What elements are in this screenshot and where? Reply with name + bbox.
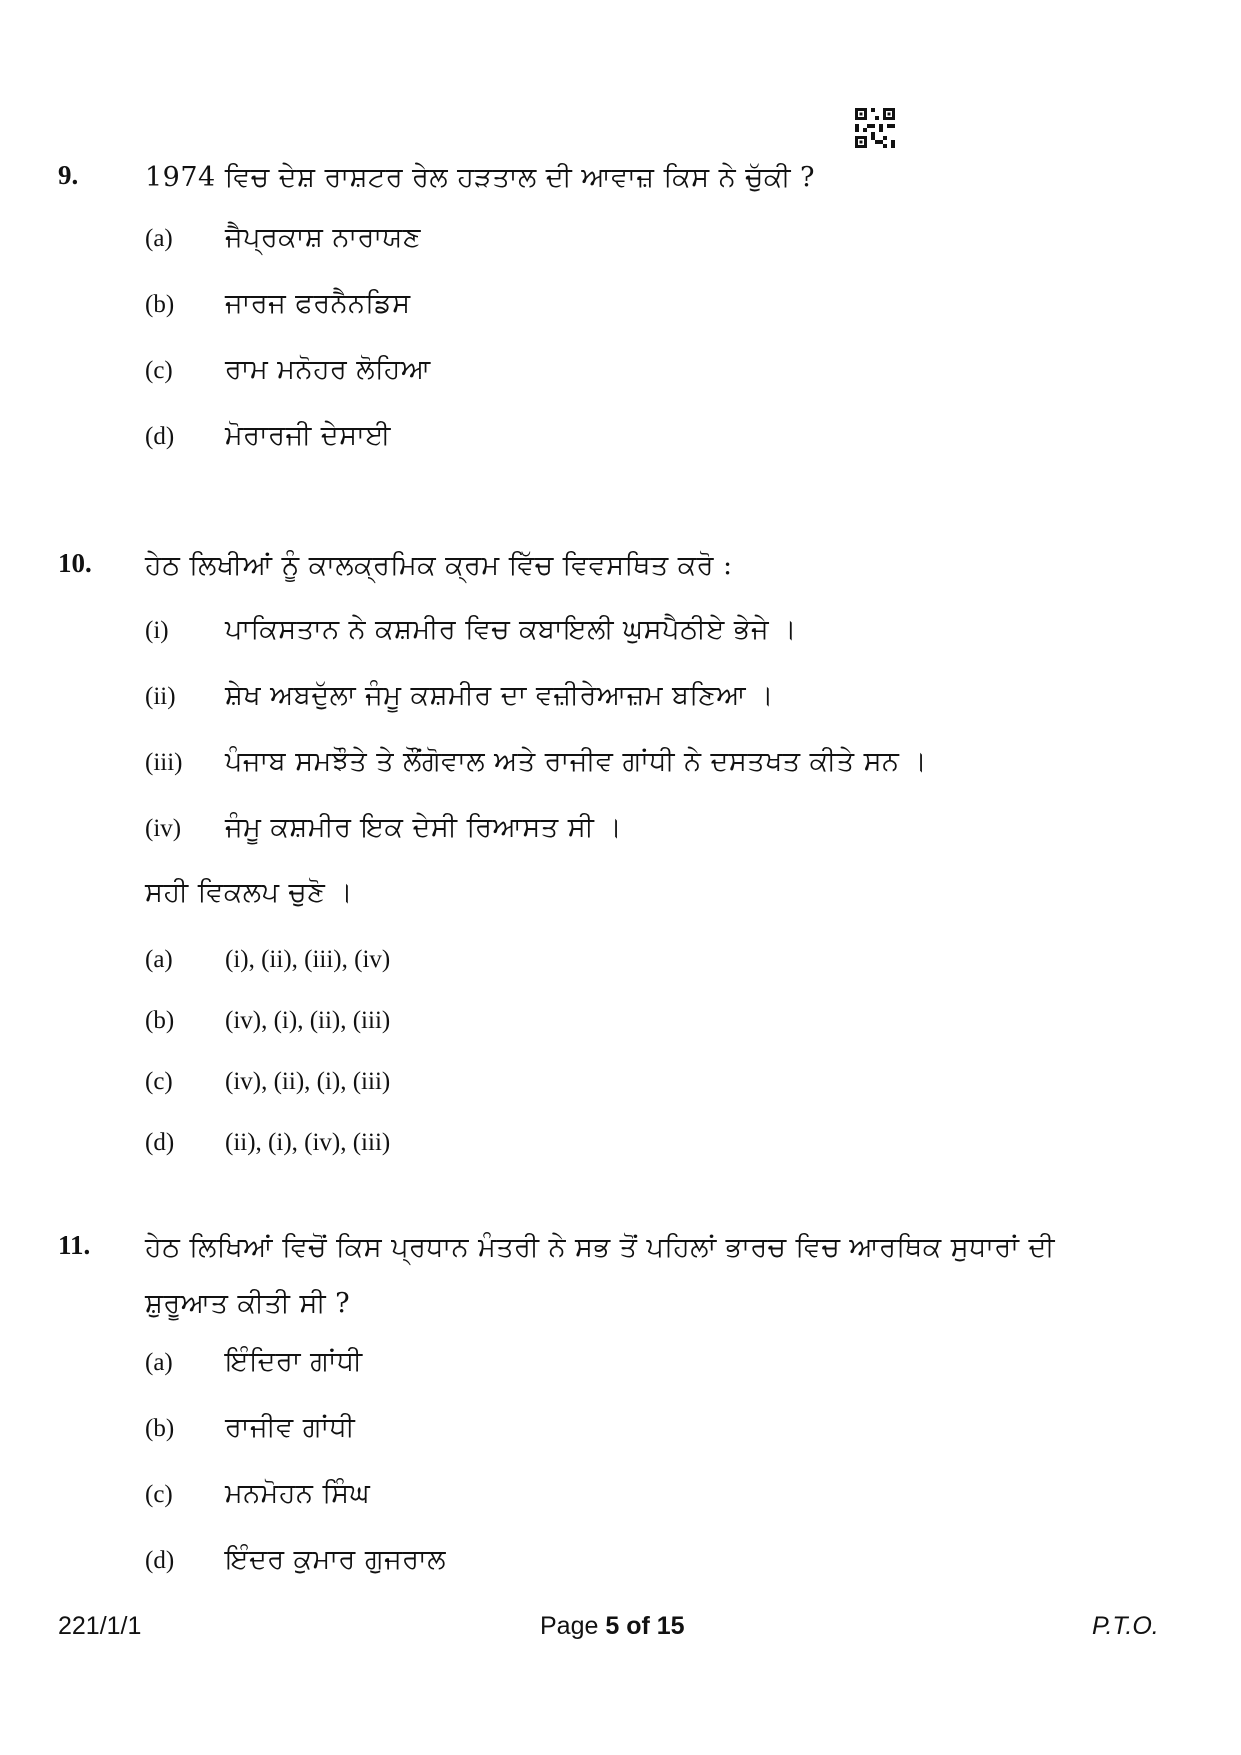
- question-text: ਹੇਠ ਲਿਖਿਆਂ ਵਿਚੋਂ ਕਿਸ ਪ੍ਰਧਾਨ ਮੰਤਰੀ ਨੇ ਸਭ ਤੋਂ ਪਹਿਲਾਂ ਭਾਰਚ ਵਿਚ ਆਰਥਿਕ ਸੁਧਾਰਾਂ ਦੀ ਸ਼ੁਰੂਆਤ ਕੀਤੀ ਸੀ ?: [145, 1232, 1055, 1319]
- option-text: (i), (ii), (iii), (iv): [225, 946, 391, 973]
- option-label: (c): [145, 357, 173, 384]
- question-number: 10.: [58, 548, 92, 578]
- option-label: (b): [145, 291, 175, 318]
- statement-i: [145, 614, 797, 646]
- option-b: [145, 1412, 355, 1444]
- option-label: (d): [145, 1129, 175, 1156]
- option-d: [145, 1544, 446, 1576]
- statement-text: ਸ਼ੇਖ ਅਬਦੁੱਲਾ ਜੰਮੂ ਕਸ਼ਮੀਰ ਦਾ ਵਜ਼ੀਰੇਆਜ਼ਮ ਬਣਿਆ ।: [225, 680, 774, 711]
- option-label: (b): [145, 1415, 175, 1442]
- option-text: ਇੰਦਰ ਕੁਮਾਰ ਗੁਜਰਾਲ: [225, 1544, 447, 1575]
- option-label: (d): [145, 423, 175, 450]
- question-text: ਹੇਠ ਲਿਖੀਆਂ ਨੂੰ ਕਾਲਕ੍ਰਮਿਕ ਕ੍ਰਮ ਵਿੱਚ ਵਿਵਸਥਿਤ ਕਰੋ :: [145, 550, 733, 581]
- question-text: 1974 ਵਿਚ ਦੇਸ਼ ਰਾਸ਼ਟਰ ਰੇਲ ਹੜਤਾਲ ਦੀ ਆਵਾਜ਼ ਕਿਸ ਨੇ ਚੁੱਕੀ ?: [145, 162, 816, 193]
- question-number: 11.: [58, 1230, 91, 1260]
- option-text: ਰਾਜੀਵ ਗਾਂਧੀ: [225, 1412, 356, 1443]
- statement-text: ਪੰਜਾਬ ਸਮਝੌਤੇ ਤੇ ਲੌਂਗੋਵਾਲ ਅਤੇ ਰਾਜੀਵ ਗਾਂਧੀ ਨੇ ਦਸਤਖਤ ਕੀਤੇ ਸਨ ।: [225, 746, 928, 777]
- option-label: (c): [145, 1481, 173, 1508]
- page-number: [540, 1612, 685, 1641]
- option-label: (a): [145, 225, 173, 252]
- option-a: [145, 222, 421, 254]
- option-d: [145, 1126, 390, 1157]
- option-text: ਇੰਦਿਰਾ ਗਾਂਧੀ: [225, 1346, 363, 1377]
- question-9: [58, 150, 1168, 206]
- page-of: of: [619, 1612, 657, 1640]
- page-current: 5: [605, 1612, 620, 1640]
- statement-text: ਜੰਮੂ ਕਸ਼ਮੀਰ ਇਕ ਦੇਸੀ ਰਿਆਸਤ ਸੀ ।: [225, 812, 623, 843]
- option-c: [145, 1478, 370, 1510]
- option-label: (d): [145, 1547, 175, 1574]
- option-label: (a): [145, 946, 173, 973]
- statement-label: (iv): [145, 815, 182, 842]
- qr-code-icon: [855, 108, 895, 148]
- option-text: (iv), (i), (ii), (iii): [225, 1007, 391, 1034]
- option-text: ਜਾਰਜ ਫਰਨੈਨਡਿਸ: [225, 288, 411, 319]
- option-b: [145, 288, 411, 320]
- page-total: 15: [656, 1612, 685, 1640]
- option-label: (a): [145, 1349, 173, 1376]
- statement-ii: [145, 680, 774, 712]
- question-instruction: ਸਹੀ ਵਿਕਲਪ ਚੁਣੋ ।: [145, 877, 354, 908]
- paper-code: 221/1/1: [58, 1612, 142, 1640]
- option-label: (c): [145, 1068, 173, 1095]
- option-text: ਮੋਰਾਰਜੀ ਦੇਸਾਈ: [225, 420, 391, 451]
- option-text: ਰਾਮ ਮਨੋਹਰ ਲੋਹਿਆ: [225, 354, 431, 385]
- option-d: [145, 420, 391, 452]
- option-text: ਮਨਮੋਹਨ ਸਿੰਘ: [225, 1478, 371, 1509]
- statement-label: (ii): [145, 683, 176, 710]
- statement-iv: [145, 812, 622, 844]
- page-prefix: Page: [540, 1612, 606, 1640]
- question-11: [58, 1220, 1168, 1332]
- option-text: (ii), (i), (iv), (iii): [225, 1129, 391, 1156]
- option-a: [145, 1346, 363, 1378]
- option-text: (iv), (ii), (i), (iii): [225, 1068, 391, 1095]
- question-number: 9.: [58, 160, 79, 190]
- question-10: [58, 538, 1168, 594]
- statement-label: (i): [145, 617, 169, 644]
- statement-label: (iii): [145, 749, 183, 776]
- option-label: (b): [145, 1007, 175, 1034]
- statement-iii: [145, 746, 927, 778]
- option-c: [145, 354, 431, 386]
- option-text: ਜੈਪ੍ਰਕਾਸ਼ ਨਾਰਾਯਣ: [225, 222, 421, 253]
- option-a: [145, 943, 390, 974]
- option-b: [145, 1004, 390, 1035]
- option-c: [145, 1065, 390, 1096]
- pto-label: P.T.O.: [1092, 1612, 1159, 1640]
- statement-text: ਪਾਕਿਸਤਾਨ ਨੇ ਕਸ਼ਮੀਰ ਵਿਚ ਕਬਾਇਲੀ ਘੁਸਪੈਠੀਏ ਭੇਜੇ ।: [225, 614, 797, 645]
